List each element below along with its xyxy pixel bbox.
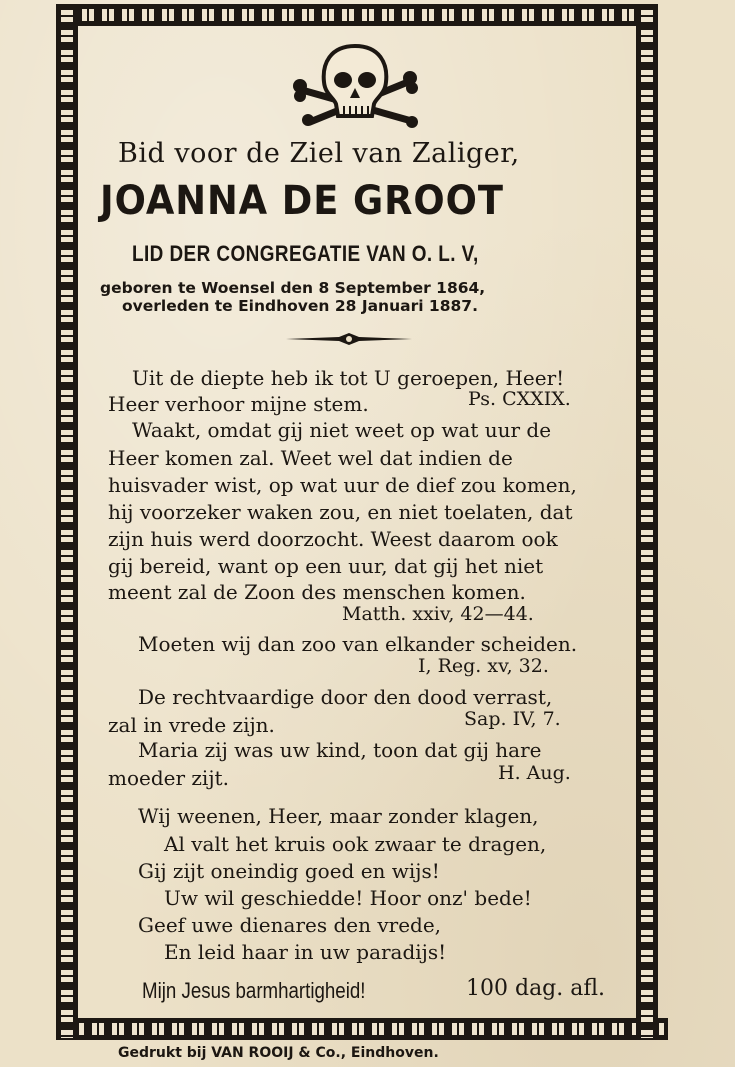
invocation-line: Bid voor de Ziel van Zaliger, [118, 138, 520, 169]
death-line: overleden te Eindhoven 28 Januari 1887. [122, 297, 478, 315]
prayer-line: Mijn Jesus barmhartigheid! [142, 978, 366, 1003]
poem-line: Geef uwe dienares den vrede, [138, 913, 442, 937]
scripture-reference: Matth. xxiv, 42—44. [342, 603, 534, 625]
text-line: De rechtvaardige door den dood verrast, [138, 685, 553, 709]
deceased-name: JOANNA DE GROOT [100, 178, 504, 224]
text-line: Uit de diepte heb ik tot U geroepen, Heer! [132, 366, 565, 390]
text-line: Moeten wij dan zoo van elkander scheiden. [138, 632, 578, 656]
text-line: meent zal de Zoon des menschen komen. [108, 580, 526, 604]
text-line: huisvader wist, op wat uur de dief zou komen, [108, 473, 577, 497]
birth-line: geboren te Woensel den 8 September 1864, [100, 279, 486, 297]
poem-line: En leid haar in uw paradijs! [164, 940, 447, 964]
text-line: hij voorzeker waken zou, en niet toelaten, dat [108, 500, 573, 524]
text-line: Heer verhoor mijne stem. [108, 392, 369, 416]
scripture-reference: Ps. CXXIX. [468, 388, 571, 410]
ornamental-frame-left [56, 4, 78, 1040]
scripture-reference: H. Aug. [498, 762, 571, 784]
skull-and-crossbones-icon [290, 42, 420, 132]
ornamental-frame-top [56, 4, 658, 26]
scripture-reference: Sap. IV, 7. [464, 708, 561, 730]
poem-line: Al valt het kruis ook zwaar te dragen, [164, 832, 547, 856]
poem-line: Wij weenen, Heer, maar zonder klagen, [138, 804, 539, 828]
text-line: zal in vrede zijn. [108, 713, 275, 737]
poem-line: Gij zijt oneindig goed en wijs! [138, 859, 440, 883]
text-line: Maria zij was uw kind, toon dat gij hare [138, 738, 542, 762]
poem-line: Uw wil geschiedde! Hoor onz' bede! [164, 886, 532, 910]
scripture-reference: I, Reg. xv, 32. [418, 655, 549, 677]
indulgence-note: 100 dag. afl. [466, 976, 606, 1001]
text-line: gij bereid, want op een uur, dat gij het niet [108, 554, 544, 578]
text-line: Waakt, omdat gij niet weet op wat uur de [132, 418, 552, 442]
congregation-line: LID DER CONGREGATIE VAN O. L. V, [132, 241, 479, 266]
printer-imprint: Gedrukt bij VAN ROOIJ & Co., Eindhoven. [118, 1045, 439, 1061]
ornamental-frame-bottom [66, 1018, 668, 1040]
text-line: moeder zijt. [108, 766, 229, 790]
text-line: zijn huis werd doorzocht. Weest daarom ook [108, 527, 558, 551]
divider-ornament-icon [284, 332, 414, 346]
text-line: Heer komen zal. Weet wel dat indien de [108, 446, 513, 470]
ornamental-frame-right [636, 4, 658, 1040]
